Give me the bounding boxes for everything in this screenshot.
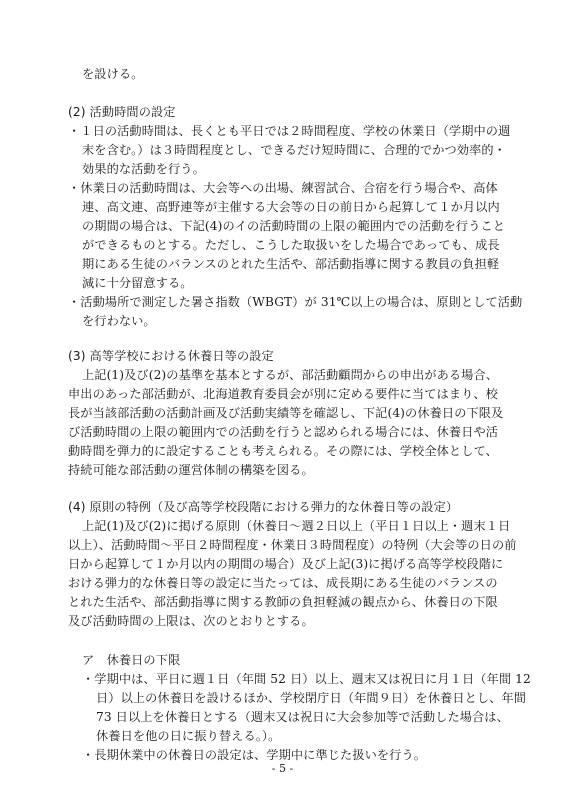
s3-para-line2: 申出のあった部活動が、北海道教育委員会が別に定める要件に当てはまり、校	[68, 387, 498, 401]
subA-bullet1-line2: 日）以上の休養日を設けるほか、学校閉庁日（年間９日）を休養日とし、年間	[96, 691, 527, 705]
s3-para-line4: び活動時間の上限の範囲内での活動を行うと認められる場合には、休養日や活	[68, 425, 499, 439]
page-number: - 5 -	[271, 762, 294, 775]
s2-bullet1-line3: 効果的な活動を行う。	[82, 162, 205, 176]
section-2-heading: (2) 活動時間の設定	[68, 105, 176, 119]
s4-para-line1: 上記(1)及び(2)に掲げる原則（休養日～週２日以上（平日１日以上・週末１日	[82, 519, 511, 533]
s3-para-line5: 動時間を弾力的に設定することも考えられる。その際には、学校全体として、	[68, 444, 498, 458]
s4-para-line4: おける弾力的な休養日等の設定に当たっては、成長期にある生徒のバランスの	[68, 576, 498, 590]
s2-bullet2-line3: の期間の場合は、下記(4)のイの活動時間の上限の範囲内での活動を行うこと	[82, 219, 506, 233]
s4-para-line6: 及び活動時間の上限は、次のとおりとする。	[68, 614, 314, 628]
subA-bullet1-line3: 73 日以上を休養日とする（週末又は祝日に大会参加等で活動した場合は、	[96, 710, 509, 724]
s3-para-line1: 上記(1)及び(2)の基準を基本とするが、部活動顧問からの申出がある場合、	[82, 368, 499, 382]
s2-bullet2-line4: ができるものとする。ただし、こうした取扱いをした場合であっても、成長	[82, 238, 500, 252]
s2-bullet2-line6: 減に十分留意する。	[82, 276, 193, 290]
s2-bullet1-line2: 末を含む。）は３時間程度とし、できるだけ短時間に、合理的でかつ効率的・	[82, 143, 506, 157]
section-4-heading: (4) 原則の特例（及び高等学校段階における弾力的な休養日等の設定）	[68, 500, 459, 514]
intro-text: を設ける。	[82, 67, 144, 81]
s4-para-line2: 以上）、活動時間～平日２時間程度・休業日３時間程度）の特例（大会等の日の前	[68, 538, 517, 552]
s2-bullet3-line1: ・活動場所で測定した暑さ指数（WBGT）が 31℃以上の場合は、原則として活動	[68, 295, 523, 309]
section-3-heading: (3) 高等学校における休養日等の設定	[68, 349, 274, 363]
subA-bullet1-line4: 休養日を他の日に振り替える。）。	[96, 729, 281, 743]
subA-bullet2-line1: ・長期休業中の休養日の設定は、学期中に準じた扱いを行う。	[82, 748, 427, 762]
s3-para-line3: 長が当該部活動の活動計画及び活動実績等を確認し、下記(4)の休養日の下限及	[68, 406, 504, 420]
s4-para-line5: とれた生活や、部活動指導に関する教師の負担軽減の観点から、休養日の下限	[68, 595, 498, 609]
subsection-a-label: ア 休養日の下限	[82, 653, 181, 667]
s2-bullet3-line2: を行わない。	[82, 314, 156, 328]
s2-bullet2-line5: 期にある生徒のバランスのとれた生活や、部活動指導に関する教員の負担軽	[82, 257, 500, 271]
s4-para-line3: 日から起算して１か月以内の期間の場合）及び上記(3)に掲げる高等学校段階に	[68, 557, 504, 571]
s2-bullet1-line1: ・１日の活動時間は、長くとも平日では２時間程度、学校の休業日（学期中の週	[68, 124, 511, 138]
subA-bullet1-line1: ・学期中は、平日に週１日（年間 52 日）以上、週末又は祝日に月１日（年間 12	[82, 672, 531, 686]
s2-bullet2-line2: 連、高文連、高野連等が主催する大会等の日の前日から起算して１か月以内	[82, 200, 500, 214]
s3-para-line6: 持続可能な部活動の運営体制の構築を図る。	[68, 463, 314, 477]
s2-bullet2-line1: ・休業日の活動時間は、大会等への出場、練習試合、合宿を行う場合や、高体	[68, 181, 498, 195]
